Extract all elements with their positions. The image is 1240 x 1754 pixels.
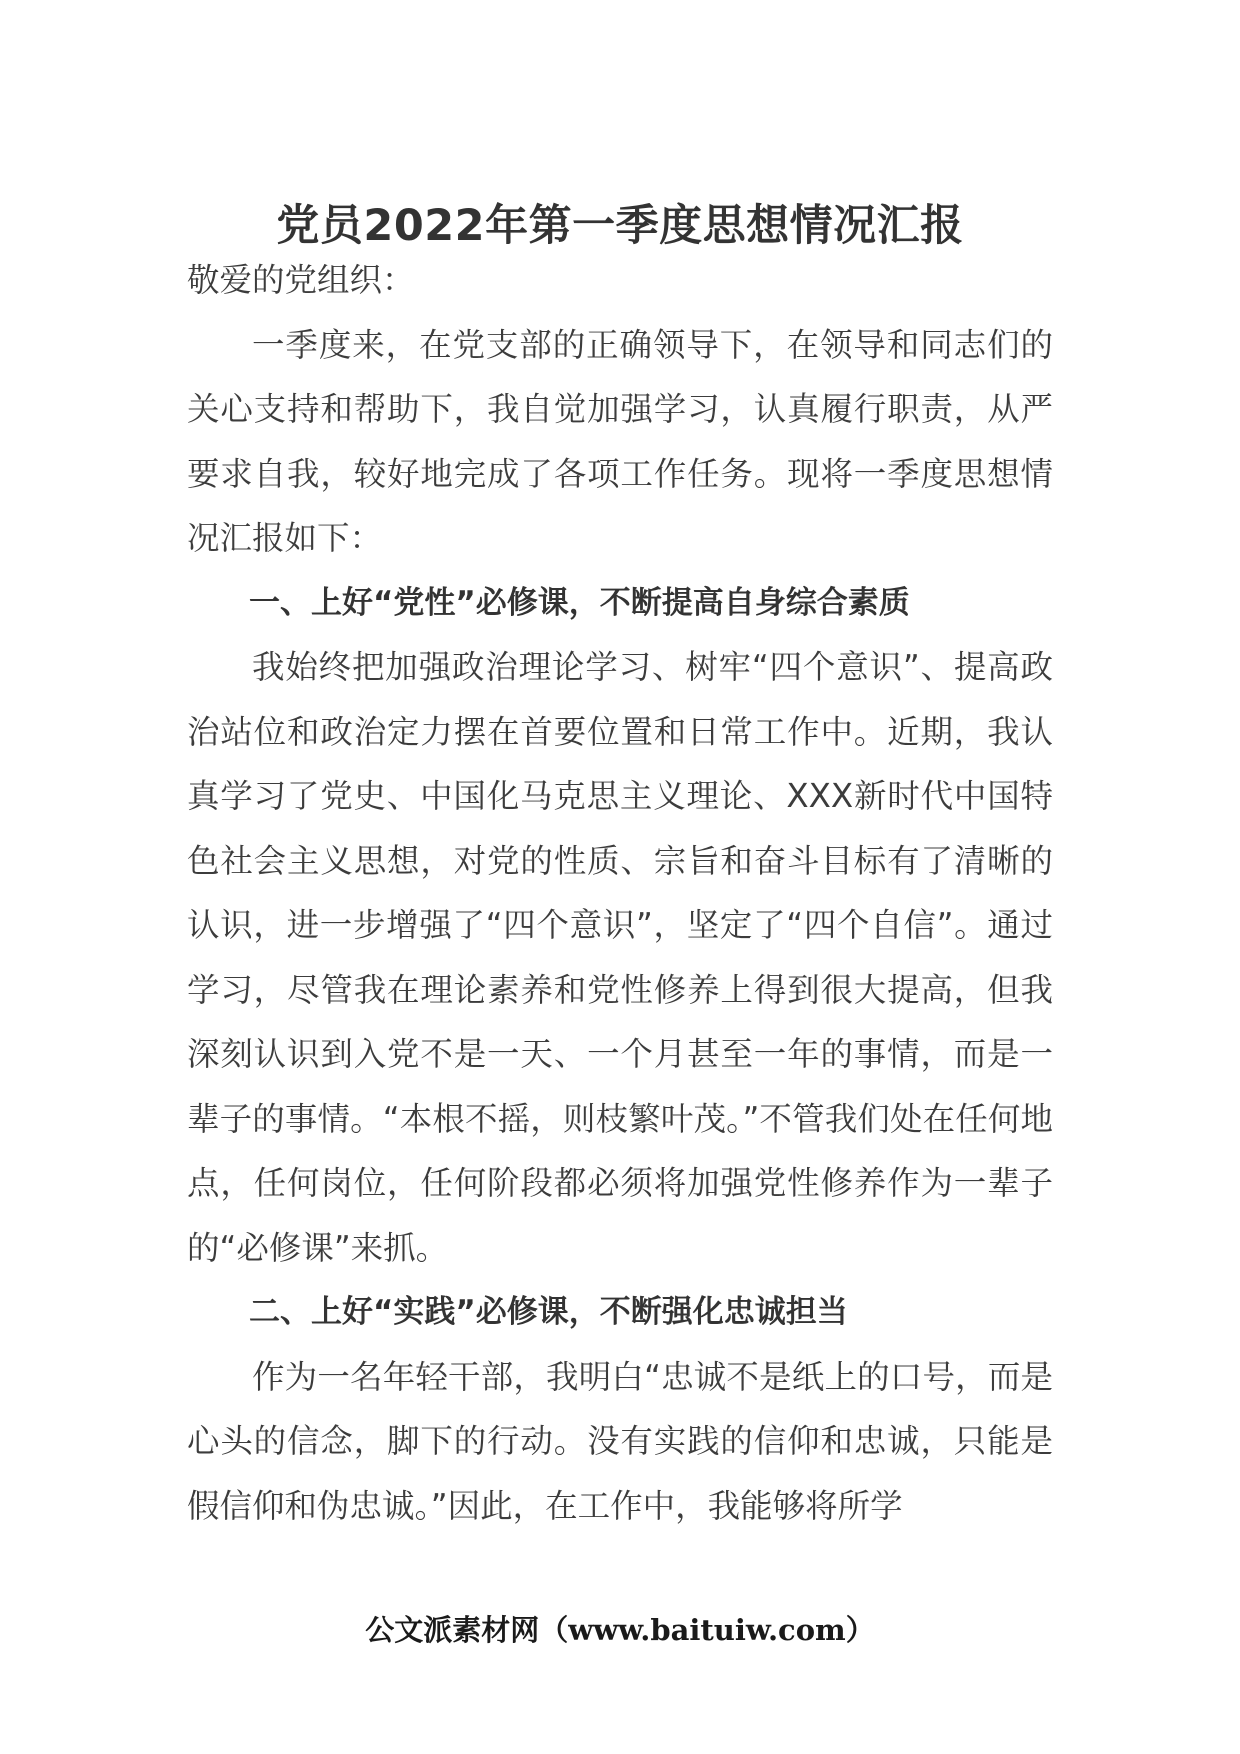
salutation: 敬爱的党组织： [187,261,415,299]
paragraph-section-1: 我始终把加强政治理论学习、树牢“四个意识”、提高政治站位和政治定力摆在首要位置和日常工作中。近期，我认真学习了党史、中国化马克思主义理论、XXX新时代中国特色社会主义思想，对党的性质、宗旨和奋斗目标有了清晰的认识，进一步增强了“四个意识”，坚定了“四个自信”。通过学习，尽管我在理论素养和党性修养上得到很大提高，但我深刻认识到入党不是一天、一个月甚至一年的事情，而是一辈子的事情。“本根不摇，则枝繁叶茂。”不管我们处在任何地点，任何岗位，任何阶段都必须将加强党性修养作为一辈子的“必修课”来抓。 [187,648,1053,1267]
section-heading-2: 二、上好“实践”必修课，不断强化忠诚担当 [249,1294,848,1330]
section-heading-1: 一、上好“党性”必修课，不断提高自身综合素质 [249,584,910,621]
footer-watermark: 公文派素材网（www.baituiw.com） [365,1613,875,1647]
document-title: 党员2022年第一季度思想情况汇报 [276,201,964,251]
paragraph-section-2: 作为一名年轻干部，我明白“忠诚不是纸上的口号，而是心头的信念，脚下的行动。没有实践的信仰和忠诚，只能是假信仰和伪忠诚。”因此，在工作中，我能够将所学 [187,1357,1053,1525]
document-body [187,248,1053,1538]
paragraph-intro: 一季度来，在党支部的正确领导下，在领导和同志们的关心支持和帮助下，我自觉加强学习，认真履行职责，从严要求自我，较好地完成了各项工作任务。现将一季度思想情况汇报如下： [187,325,1053,557]
